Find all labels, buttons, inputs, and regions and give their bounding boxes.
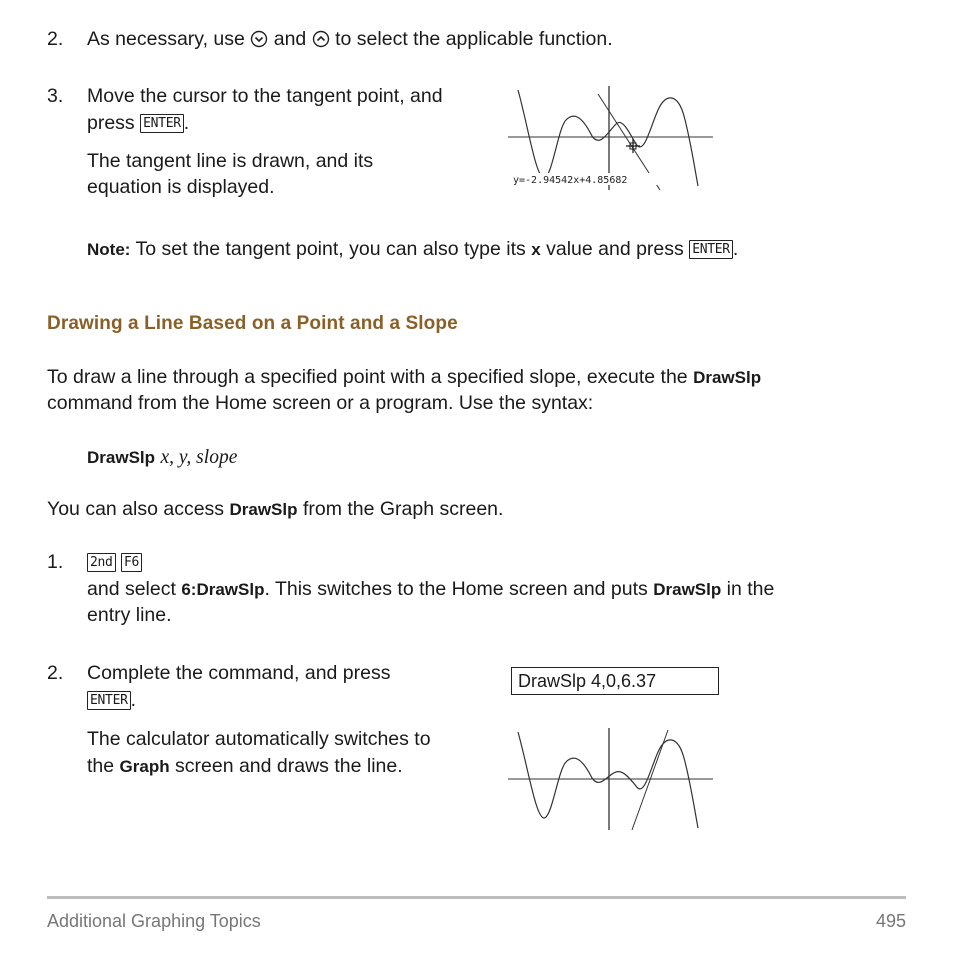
key-sequence [87,549,142,575]
step-description-line2: the Graph screen and draws the line. [87,755,403,777]
page-number: 495 [875,911,906,931]
step-text: As necessary, use and to select the applicable function. [87,28,613,50]
footer-rule [47,896,906,899]
2nd-key: 2nd [87,553,116,572]
step-text-line2: ENTER . [87,687,136,713]
step-text-line2: entry line. [87,604,172,626]
f6-key: F6 [121,553,142,572]
enter-key: ENTER [140,114,184,133]
step-2-complete-command [0,660,500,790]
note-label: Note: [87,240,131,259]
note: Note: To set the tangent point, you can also type its x value and press ENTER . [87,238,739,260]
drawslp-command: DrawSlp [229,500,298,519]
step-number: 1. [47,551,64,573]
tangent-graph [508,86,713,190]
step-number: 3. [47,85,64,107]
intro-line1: To draw a line through a specified point with a specified slope, execute the DrawSlp [47,366,762,388]
enter-key: ENTER [87,691,131,710]
step-description-line1: The calculator automatically switches to [87,728,431,750]
drawslp-command: DrawSlp [653,580,722,599]
graph-screen-name: Graph [119,757,170,776]
menu-item-drawslp: 6:DrawSlp [181,580,265,599]
function-curve [518,90,698,186]
step-description-line2: equation is displayed. [87,176,275,198]
down-arrow-circle-icon [250,30,268,48]
tangent-equation: y=-2.94542x+4.85682 [513,175,628,186]
step-text-line1: Move the cursor to the tangent point, and [87,85,443,107]
drawslp-graph-screen [508,728,713,830]
drawslp-command: DrawSlp [693,368,762,387]
step-description-line1: The tangent line is drawn, and its [87,150,374,172]
syntax-command: DrawSlp [87,448,156,467]
note-var: x [531,240,541,259]
step-number: 2. [47,28,64,50]
slope-line [632,730,668,830]
section-heading: Drawing a Line Based on a Point and a Slope [47,313,458,334]
step-text-line2: press ENTER . [87,112,190,134]
function-curve [518,732,698,828]
enter-key: ENTER [689,240,733,259]
drawslp-graph [508,728,713,830]
entry-line: DrawSlp 4,0,6.37 [511,667,719,695]
footer-title: Additional Graphing Topics [47,911,261,931]
up-arrow-circle-icon [312,30,330,48]
syntax-line [87,444,237,471]
step-3-tangent-point [0,83,500,213]
step-1-select-drawslp [0,549,954,629]
tangent-graph-screen [508,86,713,190]
access-line: You can also access DrawSlp from the Graph screen. [47,498,504,520]
intro-line2: command from the Home screen or a program. Use the syntax: [47,392,594,414]
step-text-line1: and select 6:DrawSlp. This switches to the Home screen and puts DrawSlp in the [87,578,775,600]
syntax-args: x, y, slope [160,447,238,468]
step-number: 2. [47,662,64,684]
step-text-line1: Complete the command, and press [87,662,391,684]
